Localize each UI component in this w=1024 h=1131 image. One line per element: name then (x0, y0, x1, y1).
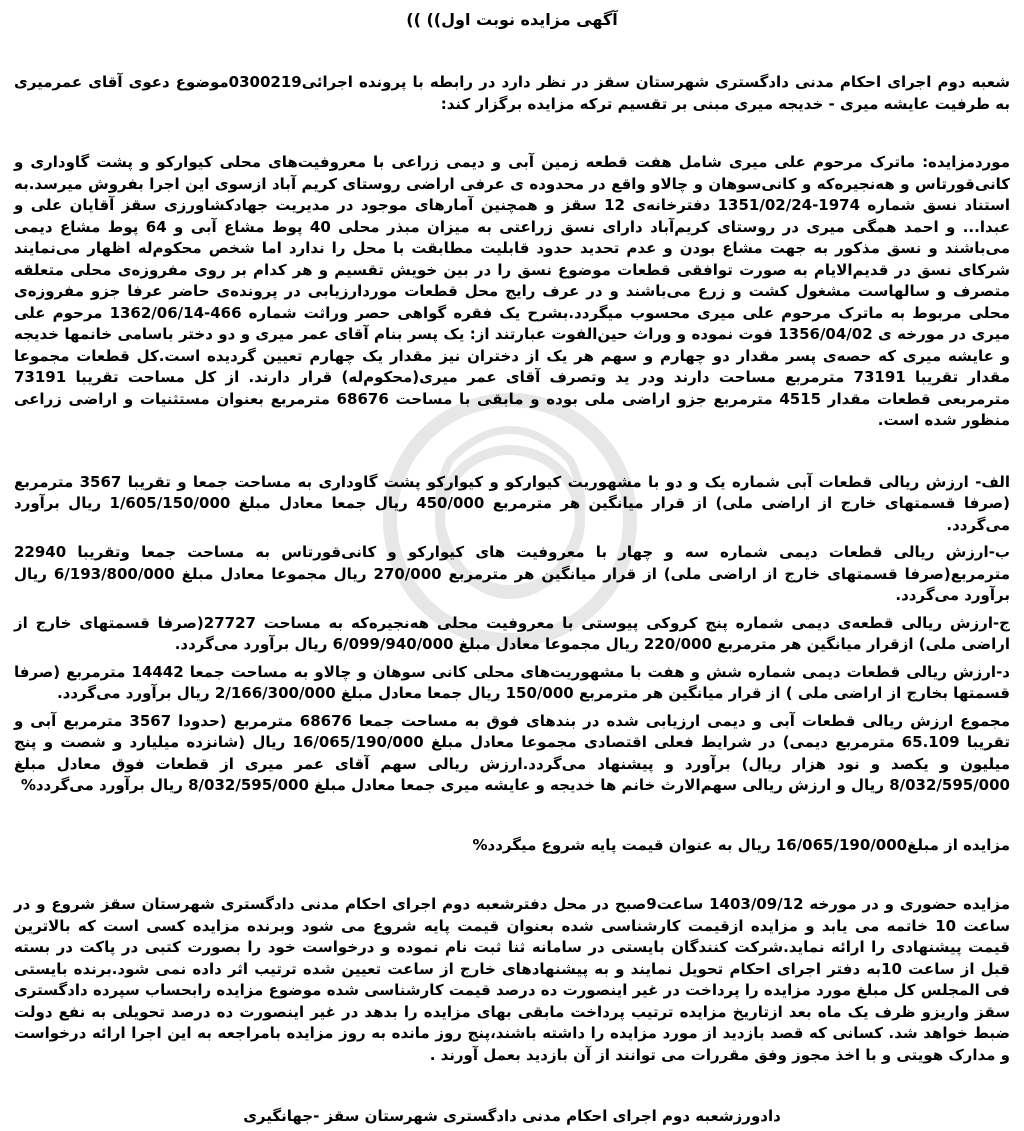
sum-paragraph: مجموع ارزش ریالی قطعات آبی و دیمی ارزیابی شده در بندهای فوق به مساحت جمعا 68676 مترمربع (حدودا 3567 مترمربع آبی و تقریبا 65.109 مترمربع دیمی) در شرایط فعلی اقتصادی مجموعا معادل مبلغ 16/065/190/000 ریال (شانزده میلیارد و شصت و پنج میلیون و یکصد و نود هزار ریال) برآورد و پیشنهاد می‌گردد.ارزش ریالی سهم آقای عمر میری از قطعات فوق معادل مبلغ 8/032/595/000 ریال و ارزش ریالی سهم‌الارث خانم ها خدیجه و عایشه میری جمعا معادل مبلغ 8/032/595/000 ریال برآورد می‌گردد% (14, 711, 1010, 794)
item-be: ب-ارزش ریالی قطعات دیمی شماره سه و چهار با معروفیت های کیوارکو و کانی‌قورتاس به مساحت جمعا وتقریبا 22940 مترمربع(صرفا قسمتهای خارج از اراضی ملی) از قرار میانگین هر مترمربع 270/000 ریال مجموعا معادل مبلغ 6/193/800/000 ریال برآورد می‌گردد. (14, 543, 1011, 604)
auction-conditions: مزایده حضوری و در مورخه 1403/09/12 ساعت9صبح در محل دفترشعبه دوم اجرای احکام مدنی دادگستری شهرستان سقز شروع و در ساعت 10 خاتمه می یابد و مزایده ازقیمت کارشناسی شده بعنوان قیمت پایه شروع می شود وبرنده مزایده کسی است که بالاترین قیمت پیشنهادی را ارائه نماید.شرکت کنندگان بایستی در سامانه ثنا ثبت نام نموده و درخواست خود را بصورت کتبی در پاکت در بسته قبل از ساعت 10به دفتر اجرای احکام تحویل نمایند و به پیشنهادهای خارج از ساعت تعیین شده ترتیب اثر داده نمی شود.برنده بایستی فی المجلس کل مبلغ مورد مزایده را پرداخت در غیر اینصورت ده درصد قیمت کارشناسی شده موضوع مزایده رابحساب سپرده دادگستری سقز واریزو ظرف یک ماه بعد ازتاریخ مزایده ترتیب پرداخت مابقی بهای مزایده را بدهد در غیر اینصورت ده درصد تحویلی به نفع دولت ضبط خواهد شد. کسانی که قصد بازدید از مورد مزایده را داشته باشند،پنج روز مانده به روز مزایده بامراجعه به این اجرا ارائه درخواست و مدارک هویتی و با اخذ مجوز وفق مقررات می توانند از آن بازدید بعمل آورند . (14, 895, 1011, 1064)
item-alef: الف- ارزش ریالی قطعات آبی شماره یک و دو با مشهوریت کیوارکو و کیوارکو پشت گاوداری به مساحت جمعا و تقریبا 3567 مترمربع (صرفا قسمتهای خارج از اراضی ملی) از قرار میانگین هر مترمربع 450/000 ریال جمعا معادل مبلغ 1/605/150/000 ریال برآورد می‌گردد. (14, 472, 1010, 534)
item-dal: د-ارزش ریالی قطعات دیمی شماره شش و هفت با مشهوریت‌های محلی کانی سوهان و چالاو به مساحت جمعا 14442 مترمربع (صرفا قسمتها بخارج از اراضی ملی ) از قرار میانگین هر مترمربع 150/000 ریال جمعا معادل مبلغ 2/166/300/000 ریال برآورد می‌گردد. (14, 662, 1010, 702)
subject-paragraph (14, 152, 1010, 432)
subject-label: موردمزایده: (922, 153, 1010, 171)
item-jim: ج-ارزش ریالی قطعه‌ی دیمی شماره پنج کروکی پیوستی با معروفیت محلی هه‌نجیره‌که به مساحت 27727(صرفا قسمتهای خارج از اراضی ملی) ازقرار میانگین هر مترمربع 220/000 ریال مجموعا معادل مبلغ 6/099/940/000 ریال برآورد می‌گردد. (14, 613, 1010, 653)
notice-title: آگهی مزایده نوبت اول)) )) (406, 10, 618, 29)
subject-text: ماترک مرحوم علی میری شامل هفت قطعه زمین آبی و دیمی زراعی با معروفیت‌های محلی کیوارکو و پشت گاوداری و کانی‌قورتاس و هه‌نجیره‌که و کانی‌سوهان و چالاو واقع در محدوده ی عرفی اراضی روستای کریم آباد ازسوی این اجرا بفروش میرسد.به استناد نسق شماره 1974-1351/02/24 دفترخانه‌ی 12 سقز و همچنین آمارهای موجود در مدیریت جهادکشاورزی سقز آقایان علی و عبدا... و احمد همگی میری در روستای کریم‌آباد دارای نسق زراعتی به میزان مبذر محلی 40 پوط مشاع آبی و 64 پوط مشاع دیمی می‌باشند و نسق مذکور به جهت مشاع بودن و عدم تحدید حدود قابلیت مطابقت با محل را ندارد اما شخص محکوم‌له اظهار می‌نمایند شرکای نسق در قدیم‌الایام به صورت توافقی قطعات موضوع نسق را در بین خویش تقسیم و هر کدام بر روی مفروزه‌ی محلی متعلقه متصرف و سالهاست مشغول کشت و زرع می‌باشند و در عرف رایج محل قطعات موردارزیابی در پرونده‌ی حاضر عرفا جزو مفروزه‌ی محلی مربوط به ماترک مرحوم علی میری محسوب میگردد.بشرح یک فقره گواهی حصر وراثت شماره 466-1362/06/14 مرحوم علی میری در مورخه ی 1356/04/02 فوت نموده و وراث حین‌الفوت عبارتند از: یک پسر بنام آقای عمر میری و دو دختر باسامی خانمها خدیجه و عایشه میری که حصه‌ی پسر مقدار دو چهارم و سهم هر یک از دختران نیز مقدار یک چهارم تعیین گردیده است.کل قطعات مجموعا مقدار تقریبا 73191 مترمربع مساحت دارند ودر ید وتصرف آقای عمر میری(محکوم‌له) قرار دارند. از کل مساحت تقریبا 73191 مترمربعی قطعات مقدار 4515 مترمربع جزو اراضی ملی بوده و مابقی با مساحت 68676 مترمربع بعنوان مستثنیات و اراضی زراعی منظور شده است. (14, 153, 1011, 429)
auction-start-price: مزایده از مبلغ16/065/190/000 ریال به عنوان قیمت پایه شروع میگردد% (472, 835, 1010, 854)
intro-paragraph: شعبه دوم اجرای احکام مدنی دادگستری شهرستان سقز در نظر دارد در رابطه با پرونده اجرائی0300219موضوع دعوی آقای عمرمیری به طرفیت عایشه میری - خدیجه میری مبنی بر تقسیم ترکه مزایده برگزار کند: (14, 73, 1010, 113)
signature-line: دادورزشعبه دوم اجرای احکام مدنی دادگستری شهرستان سقز -جهانگیری (243, 1107, 781, 1125)
